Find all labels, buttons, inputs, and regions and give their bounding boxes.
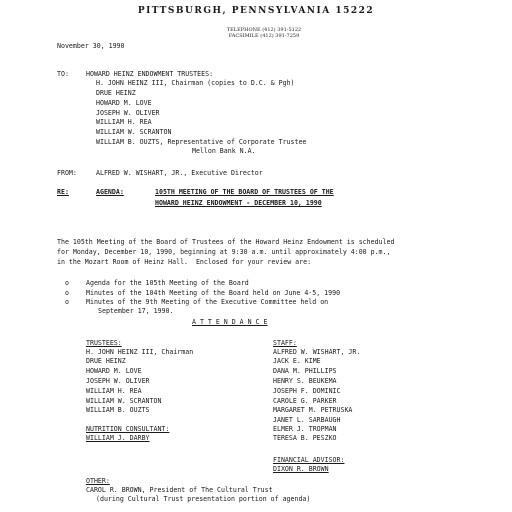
trustee-name: WILLIAM W. SCRANTON xyxy=(86,397,162,405)
staff-name: HENRY S. BEUKEMA xyxy=(273,377,337,385)
trustees-heading: TRUSTEES: xyxy=(86,339,122,347)
nutrition-heading: NUTRITION CONSULTANT: xyxy=(86,425,170,433)
to-label: TO: xyxy=(57,70,69,78)
letterhead-facsimile: FACSIMILE (412) 391-7259 xyxy=(228,33,300,39)
re-line: 105TH MEETING OF THE BOARD OF TRUSTEES OF THE xyxy=(155,188,334,196)
other-line: (during Cultural Trust presentation portion of agenda) xyxy=(96,495,311,503)
memo-date: November 30, 1990 xyxy=(57,42,125,50)
trustee-name: JOSEPH W. OLIVER xyxy=(86,377,150,385)
bullet: o xyxy=(65,289,69,297)
letterhead-telephone: TELEPHONE (412) 391-5122 xyxy=(226,27,302,33)
financial-name: DIXON R. BROWN xyxy=(273,465,329,473)
staff-name: JOSEPH F. DOMINIC xyxy=(273,387,341,395)
staff-name: TERESA B. PESZKO xyxy=(273,434,337,442)
staff-name: ELMER J. TROPMAN xyxy=(273,425,337,433)
staff-name: JACK E. KIME xyxy=(273,357,321,365)
enclosure-item: Minutes of the 104th Meeting of the Board held on June 4-5, 1990 xyxy=(86,289,341,297)
bullet: o xyxy=(65,279,69,287)
enclosure-item: Agenda for the 105th Meeting of the Board xyxy=(86,279,249,287)
body-line: for Monday, December 10, 1990, beginning at 9:30 a.m. until approximately 4:00 p.m., xyxy=(57,248,391,256)
other-heading: OTHER: xyxy=(86,477,110,485)
trustee-name: WILLIAM H. REA xyxy=(86,387,142,395)
staff-name: JANET L. SARBAUGH xyxy=(273,416,341,424)
from-text: ALFRED W. WISHART, JR., Executive Director xyxy=(96,169,263,177)
staff-heading: STAFF: xyxy=(273,339,297,347)
staff-name: CAROLE G. PARKER xyxy=(273,397,337,405)
trustee-name: H. JOHN HEINZ III, Chairman xyxy=(86,348,194,356)
enclosure-item: September 17, 1990. xyxy=(98,307,174,315)
bullet: o xyxy=(65,298,69,306)
staff-name: MARGARET M. PETRUSKA xyxy=(273,406,353,414)
trustee-name: WILLIAM B. OUZTS xyxy=(86,406,150,414)
to-line: Mellon Bank N.A. xyxy=(192,147,256,155)
to-line: WILLIAM H. REA xyxy=(96,118,152,126)
staff-name: ALFRED W. WISHART, JR. xyxy=(273,348,361,356)
letterhead-city: PITTSBURGH, PENNSYLVANIA 15222 xyxy=(137,6,375,16)
nutrition-name: WILLIAM J. DARBY xyxy=(86,434,150,442)
staff-name: DANA M. PHILLIPS xyxy=(273,367,337,375)
to-line: DRUE HEINZ xyxy=(96,89,136,97)
other-line: CAROL R. BROWN, President of The Cultural Trust xyxy=(86,486,273,494)
to-line: HOWARD HEINZ ENDOWMENT TRUSTEES: xyxy=(86,70,214,78)
re-label: RE: xyxy=(57,188,69,196)
to-line: H. JOHN HEINZ III, Chairman (copies to D.C. & Pgh) xyxy=(96,79,295,87)
to-line: HOWARD M. LOVE xyxy=(96,99,152,107)
enclosure-item: Minutes of the 9th Meeting of the Executive Committee held on xyxy=(86,298,329,306)
to-line: WILLIAM W. SCRANTON xyxy=(96,128,172,136)
trustee-name: DRUE HEINZ xyxy=(86,357,126,365)
agenda-label: AGENDA: xyxy=(96,188,124,196)
financial-heading: FINANCIAL ADVISOR: xyxy=(273,456,345,464)
re-line: HOWARD HEINZ ENDOWMENT - DECEMBER 10, 1990 xyxy=(155,199,322,207)
from-label: FROM: xyxy=(57,169,77,177)
attendance-heading: A T T E N D A N C E xyxy=(192,318,268,326)
body-line: in the Mozart Room of Heinz Hall. Enclosed for your review are: xyxy=(57,258,312,266)
to-line: JOSEPH W. OLIVER xyxy=(96,109,160,117)
body-line: The 105th Meeting of the Board of Trustees of the Howard Heinz Endowment is scheduled xyxy=(57,238,395,246)
to-line: WILLIAM B. OUZTS, Representative of Corporate Trustee xyxy=(96,138,307,146)
trustee-name: HOWARD M. LOVE xyxy=(86,367,142,375)
